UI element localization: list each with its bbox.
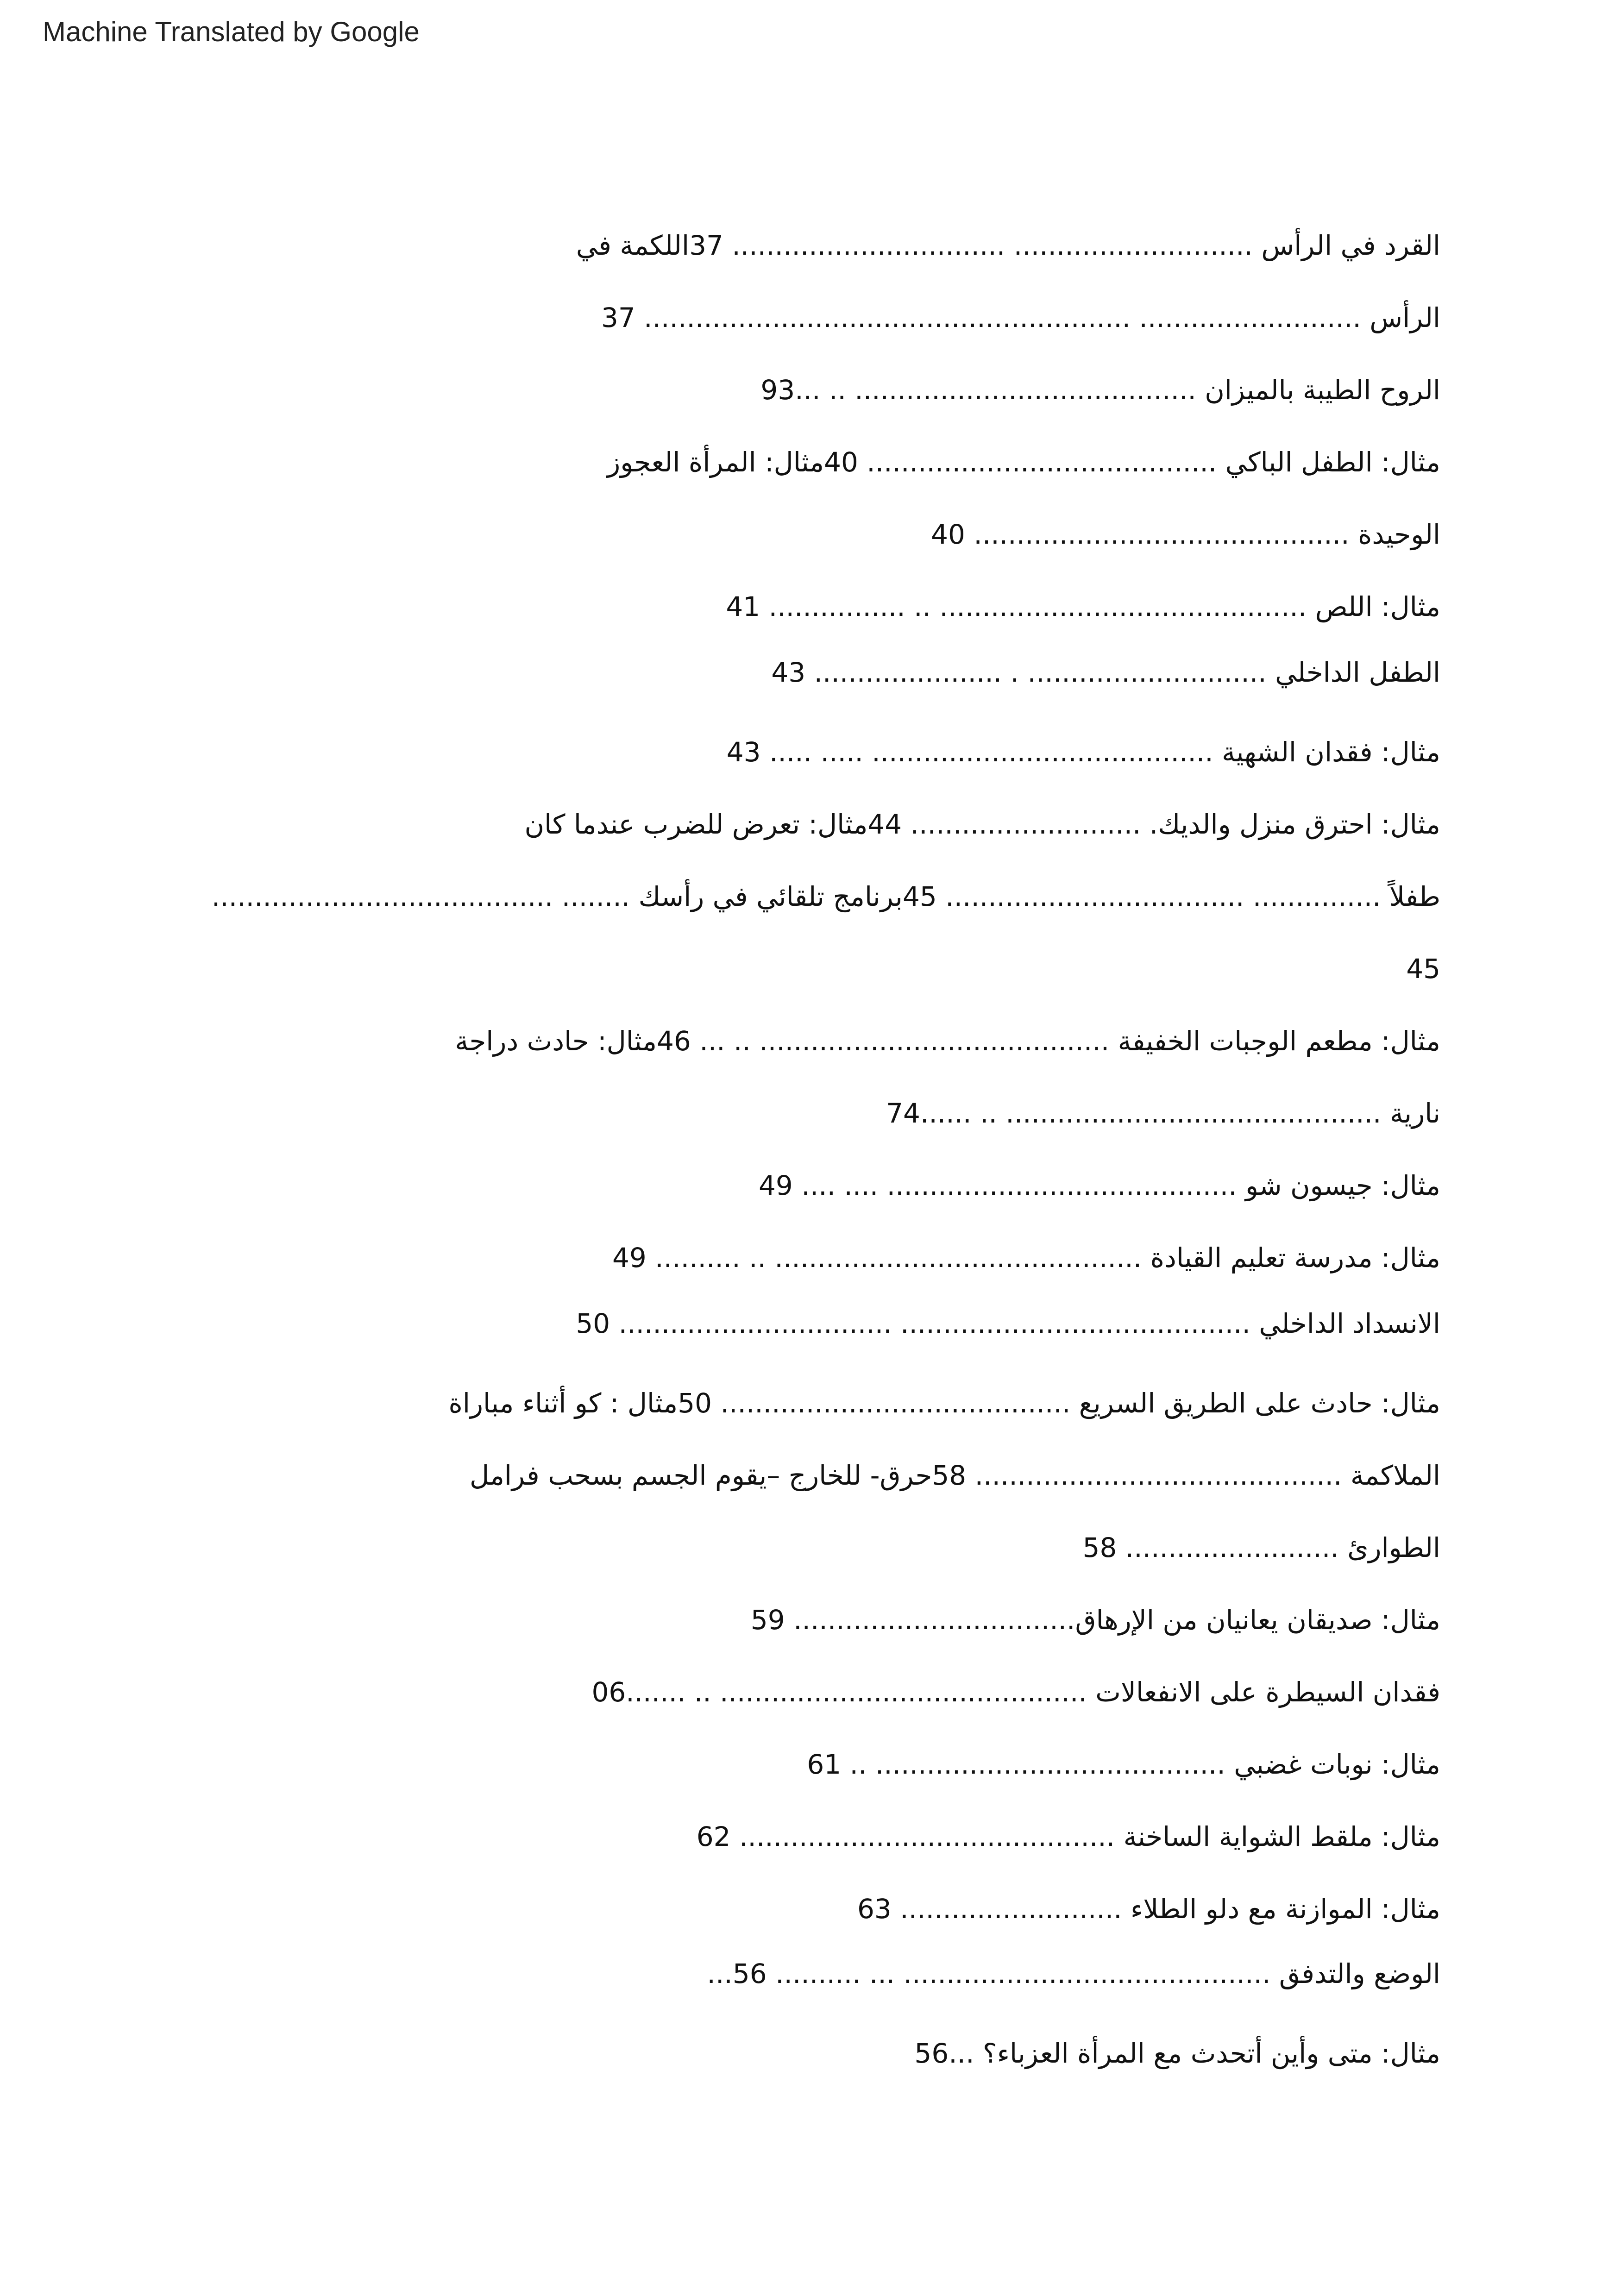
toc-entry: مثال: فقدان الشهية ........................................ ..... ..... 43 bbox=[726, 736, 1440, 768]
toc-entry: مثال: متى وأين أتحدث مع المرأة العزباء؟ ...56 bbox=[914, 2038, 1440, 2069]
toc-entry: الطوارئ ......................... 58 bbox=[1082, 1532, 1440, 1563]
toc-entry: 45 bbox=[1406, 953, 1440, 985]
toc-entry: مثال: احترق منزل والديك. ........................... 44مثال: تعرض للضرب عندما كان bbox=[524, 809, 1440, 840]
toc-entry: الروح الطيبة بالميزان ........................................ .. ...93 bbox=[760, 374, 1440, 406]
machine-translation-banner: Machine Translated by Google bbox=[43, 16, 420, 47]
toc-entry: مثال: جيسون شو ......................................... .... .... 49 bbox=[759, 1170, 1440, 1201]
toc-entry: الملاكمة ........................................... 58حرق- للخارج –يقوم الجسم بسحب فرامل bbox=[469, 1460, 1440, 1491]
toc-entry: مثال: صديقان يعانيان من الإرهاق................................. 59 bbox=[750, 1604, 1440, 1636]
toc-entry: نارية ............................................ .. ......74 bbox=[886, 1098, 1440, 1129]
toc-entry: الرأس .......................... ......................................................... 37 bbox=[601, 302, 1440, 333]
toc-entry: الانسداد الداخلي ......................................... ................................ 50 bbox=[576, 1308, 1440, 1339]
toc-entry: الطفل الداخلي ............................ . ...................... 43 bbox=[771, 657, 1440, 688]
toc-entry: الوحيدة ............................................ 40 bbox=[931, 519, 1440, 550]
toc-entry: مثال: نوبات غضبي ......................................... .. 61 bbox=[807, 1749, 1440, 1780]
toc-entry: القرد في الرأس ............................ ................................ 37اللكمة في bbox=[576, 230, 1440, 261]
toc-entry: مثال: اللص ........................................... .. ................ 41 bbox=[726, 591, 1440, 622]
toc-entry: مثال: مطعم الوجبات الخفيفة ......................................... .. ... 46مثال: حادث دراجة bbox=[455, 1025, 1440, 1057]
toc-entry: مثال: حادث على الطريق السريع ......................................... 50مثال : كو أثناء مباراة bbox=[448, 1387, 1440, 1419]
toc-entry: مثال: ملقط الشواية الساخنة ............................................ 62 bbox=[696, 1821, 1440, 1852]
toc-entry: مثال: مدرسة تعليم القيادة ........................................... .. .......... 49 bbox=[612, 1242, 1440, 1273]
toc-entry: طفلاً ............... ................................... 45برنامج تلقائي في رأسك ........ ........................................ bbox=[211, 881, 1440, 912]
toc-entry: مثال: الموازنة مع دلو الطلاء .......................... 63 bbox=[857, 1893, 1440, 1925]
toc-entry: فقدان السيطرة على الانفعالات ........................................... .. .......06 bbox=[591, 1676, 1440, 1708]
toc-entry: الوضع والتدفق ........................................... ... .......... 56... bbox=[707, 1958, 1440, 1989]
toc-entry: مثال: الطفل الباكي ......................................... 40مثال: المرأة العجوز bbox=[607, 446, 1440, 478]
